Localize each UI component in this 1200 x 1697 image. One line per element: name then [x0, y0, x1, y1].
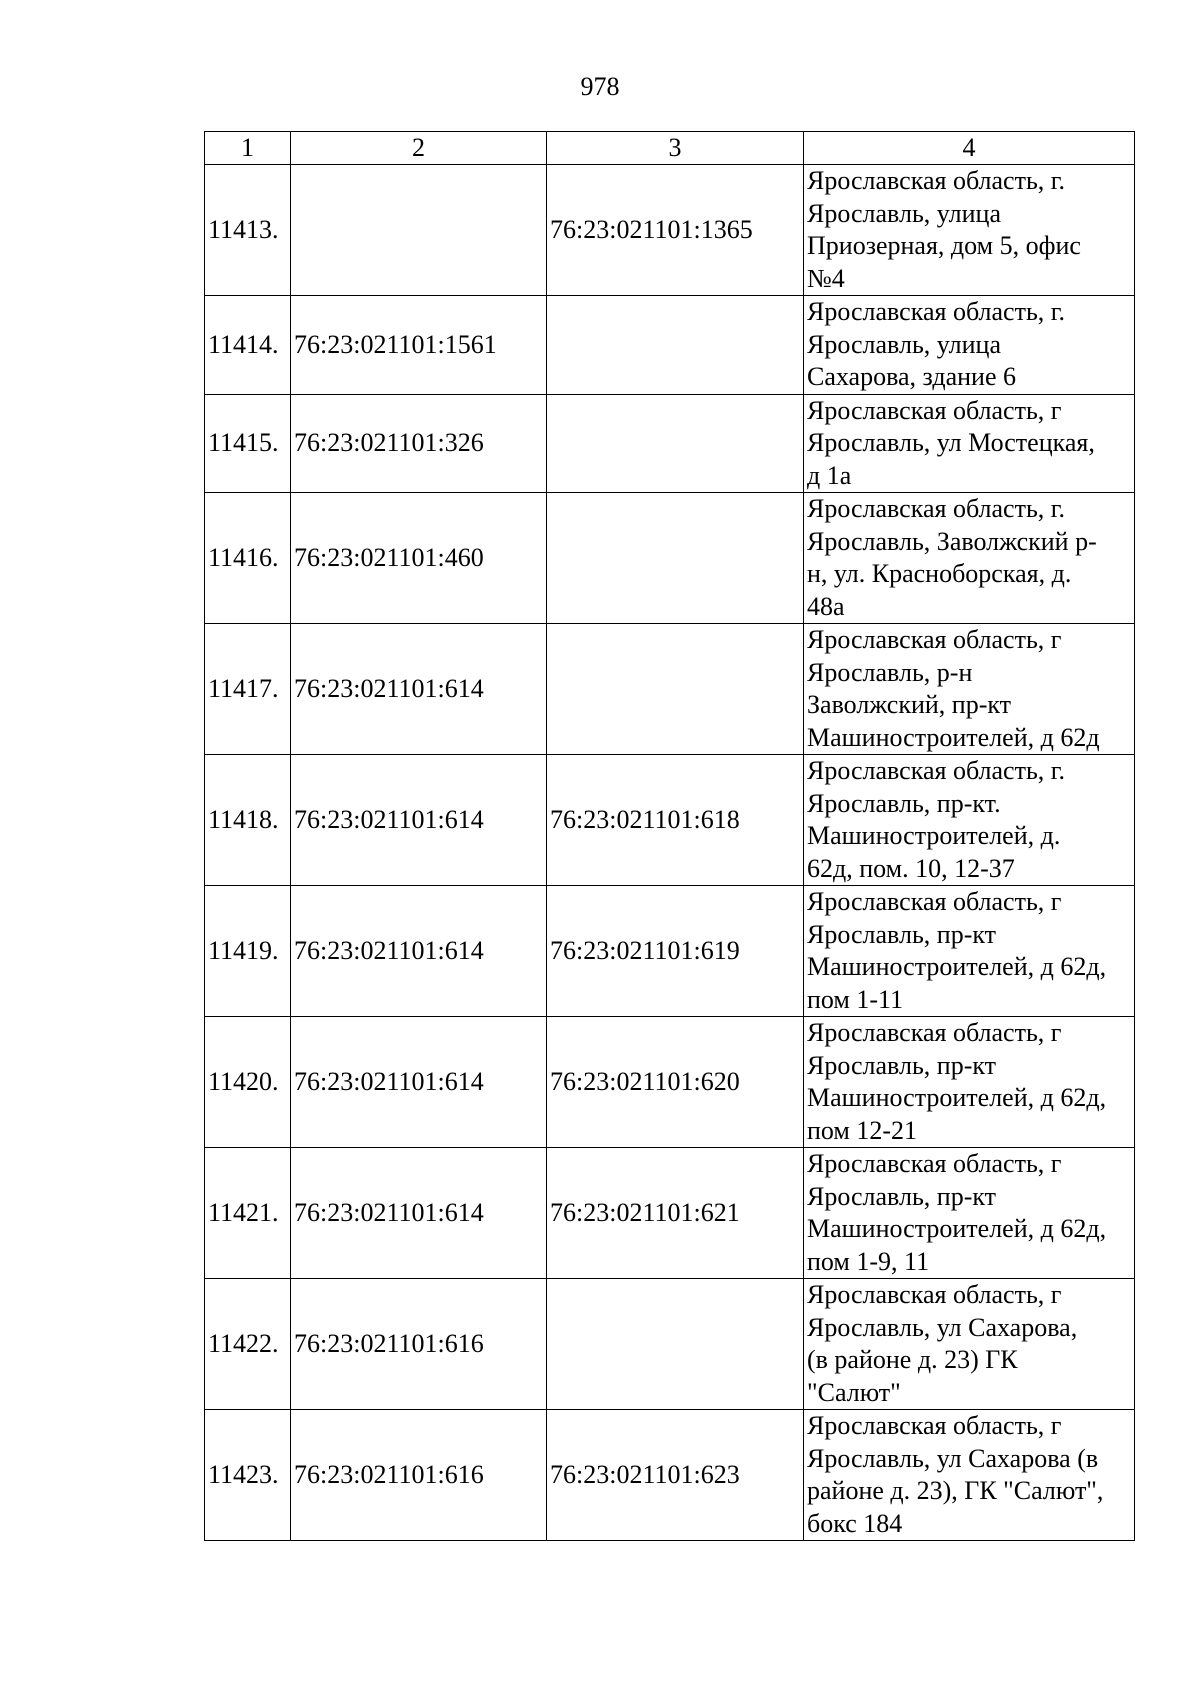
row-number-cell: 11413. [205, 165, 291, 296]
table-row [205, 886, 1135, 1017]
row-number-cell: 11417. [205, 624, 291, 755]
cadastral-number-cell [291, 165, 547, 296]
address-cell: Ярославская область, г. Ярославль, улица Сахарова, здание 6 [804, 296, 1135, 395]
object-cadastral-number-cell: 76:23:021101:621 [547, 1148, 804, 1279]
cadastral-number-cell: 76:23:021101:616 [291, 1279, 547, 1410]
object-cadastral-number-cell: 76:23:021101:1365 [547, 165, 804, 296]
object-cadastral-number-cell [547, 624, 804, 755]
object-cadastral-number-cell: 76:23:021101:623 [547, 1410, 804, 1541]
table-row [205, 1017, 1135, 1148]
object-cadastral-number-cell [547, 296, 804, 395]
object-cadastral-number-cell: 76:23:021101:620 [547, 1017, 804, 1148]
table-row [205, 1279, 1135, 1410]
address-cell: Ярославская область, г Ярославль, пр-кт Машиностроителей, д 62д, пом 12-21 [804, 1017, 1135, 1148]
cadastral-number-cell: 76:23:021101:614 [291, 624, 547, 755]
cadastral-number-cell: 76:23:021101:614 [291, 1017, 547, 1148]
address-cell: Ярославская область, г. Ярославль, Заволжский р- н, ул. Красноборская, д. 48а [804, 493, 1135, 624]
address-cell: Ярославская область, г Ярославль, ул Сахарова (в районе д. 23), ГК "Салют", бокс 184 [804, 1410, 1135, 1541]
column-header: 2 [291, 132, 547, 165]
table-row [205, 755, 1135, 886]
object-cadastral-number-cell: 76:23:021101:618 [547, 755, 804, 886]
object-cadastral-number-cell: 76:23:021101:619 [547, 886, 804, 1017]
table-row [205, 165, 1135, 296]
object-cadastral-number-cell [547, 1279, 804, 1410]
address-cell: Ярославская область, г Ярославль, р-н Заволжский, пр-кт Машиностроителей, д 62д [804, 624, 1135, 755]
cadastral-number-cell: 76:23:021101:1561 [291, 296, 547, 395]
cadastral-number-cell: 76:23:021101:614 [291, 886, 547, 1017]
table-row [205, 493, 1135, 624]
object-cadastral-number-cell [547, 394, 804, 493]
row-number-cell: 11419. [205, 886, 291, 1017]
row-number-cell: 11423. [205, 1410, 291, 1541]
address-cell: Ярославская область, г Ярославль, ул Сахарова, (в районе д. 23) ГК "Салют" [804, 1279, 1135, 1410]
page-number: 978 [580, 72, 620, 101]
cadastral-number-cell: 76:23:021101:460 [291, 493, 547, 624]
column-header: 3 [547, 132, 804, 165]
address-cell: Ярославская область, г. Ярославль, улица Приозерная, дом 5, офис №4 [804, 165, 1135, 296]
row-number-cell: 11421. [205, 1148, 291, 1279]
row-number-cell: 11422. [205, 1279, 291, 1410]
row-number-cell: 11415. [205, 394, 291, 493]
table-row [205, 624, 1135, 755]
table-row [205, 296, 1135, 395]
table-row [205, 394, 1135, 493]
cadastral-number-cell: 76:23:021101:616 [291, 1410, 547, 1541]
table-header-row [205, 132, 1135, 165]
address-cell: Ярославская область, г Ярославль, пр-кт Машиностроителей, д 62д, пом 1-11 [804, 886, 1135, 1017]
address-cell: Ярославская область, г Ярославль, пр-кт Машиностроителей, д 62д, пом 1-9, 11 [804, 1148, 1135, 1279]
row-number-cell: 11414. [205, 296, 291, 395]
column-header: 1 [205, 132, 291, 165]
cadastral-number-cell: 76:23:021101:614 [291, 1148, 547, 1279]
row-number-cell: 11420. [205, 1017, 291, 1148]
cadastral-number-cell: 76:23:021101:326 [291, 394, 547, 493]
registry-table [204, 131, 1135, 1541]
cadastral-number-cell: 76:23:021101:614 [291, 755, 547, 886]
row-number-cell: 11416. [205, 493, 291, 624]
address-cell: Ярославская область, г. Ярославль, пр-кт. Машиностроителей, д. 62д, пом. 10, 12-37 [804, 755, 1135, 886]
object-cadastral-number-cell [547, 493, 804, 624]
address-cell: Ярославская область, г Ярославль, ул Мостецкая, д 1а [804, 394, 1135, 493]
column-header: 4 [804, 132, 1135, 165]
table-row [205, 1148, 1135, 1279]
table-row [205, 1410, 1135, 1541]
row-number-cell: 11418. [205, 755, 291, 886]
